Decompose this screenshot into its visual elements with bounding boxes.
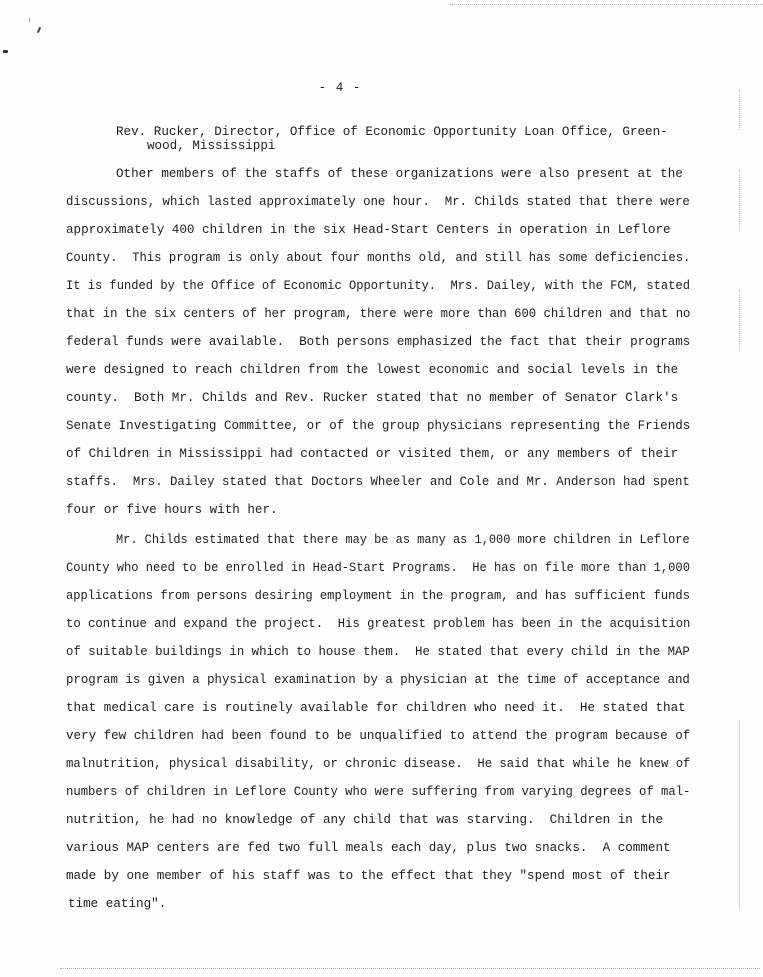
text-line: of suitable buildings in which to house them. He stated that every child in the MAP: [66, 645, 690, 659]
text-line: very few children had been found to be unqualified to attend the program because of: [66, 729, 691, 743]
text-line: nutrition, he had no knowledge of any child that was starving. Children in the: [66, 813, 664, 827]
text-line: Senate Investigating Committee, or of the group physicians representing the Friends: [66, 419, 691, 433]
text-line: discussions, which lasted approximately one hour. Mr. Childs stated that there were: [66, 195, 690, 209]
scan-artifact-margin: [739, 90, 740, 130]
text-line: approximately 400 children in the six Head-Start Centers in operation in Leflore: [66, 223, 671, 237]
text-line: Mr. Childs estimated that there may be as many as 1,000 more children in Leflore: [116, 533, 690, 547]
text-line: wood, Mississippi: [147, 139, 276, 153]
scan-artifact-margin: [739, 720, 740, 910]
margin-mark: [3, 50, 8, 53]
text-line: Rev. Rucker, Director, Office of Economic Opportunity Loan Office, Green-: [116, 125, 668, 139]
text-line: to continue and expand the project. His greatest problem has been in the acquisition: [66, 617, 691, 631]
text-line: county. Both Mr. Childs and Rev. Rucker stated that no member of Senator Clark's: [66, 391, 679, 405]
text-line: County who need to be enrolled in Head-Start Programs. He has on file more than 1,000: [66, 561, 690, 575]
text-line: federal funds were available. Both persons emphasized the fact that their programs: [66, 335, 691, 349]
text-line: time eating".: [68, 897, 167, 911]
text-line: malnutrition, physical disability, or chronic disease. He said that while he knew of: [66, 757, 691, 771]
page-number: - 4 -: [318, 81, 362, 95]
text-line: staffs. Mrs. Dailey stated that Doctors Wheeler and Cole and Mr. Anderson had spent: [66, 475, 690, 489]
scan-artifact-bottom: [60, 968, 760, 969]
text-line: program is given a physical examination by a physician at the time of acceptance and: [66, 673, 690, 687]
scan-artifact-margin: [739, 170, 740, 230]
margin-mark: [29, 18, 30, 22]
text-line: It is funded by the Office of Economic Opportunity. Mrs. Dailey, with the FCM, stated: [66, 279, 690, 293]
text-line: Other members of the staffs of these organizations were also present at the: [116, 167, 683, 181]
text-line: were designed to reach children from the lowest economic and social levels in the: [66, 363, 679, 377]
text-line: four or five hours with her.: [66, 503, 278, 517]
text-line: made by one member of his staff was to the effect that they "spend most of their: [66, 869, 671, 883]
text-line: that medical care is routinely available for children who need it. He stated that: [66, 701, 686, 715]
text-line: of Children in Mississippi had contacted or visited them, or any members of their: [66, 447, 679, 461]
scan-artifact-margin: [739, 290, 740, 350]
text-line: that in the six centers of her program, there were more than 600 children and that no: [66, 307, 691, 321]
margin-mark: [37, 27, 41, 33]
text-line: applications from persons desiring employment in the program, and has sufficient funds: [66, 589, 690, 603]
scan-artifact-top: [450, 4, 763, 5]
text-line: various MAP centers are fed two full meals each day, plus two snacks. A comment: [66, 841, 671, 855]
text-line: numbers of children in Leflore County who were suffering from varying degrees of mal-: [66, 785, 691, 799]
text-line: County. This program is only about four months old, and still has some deficiencies.: [66, 251, 691, 265]
